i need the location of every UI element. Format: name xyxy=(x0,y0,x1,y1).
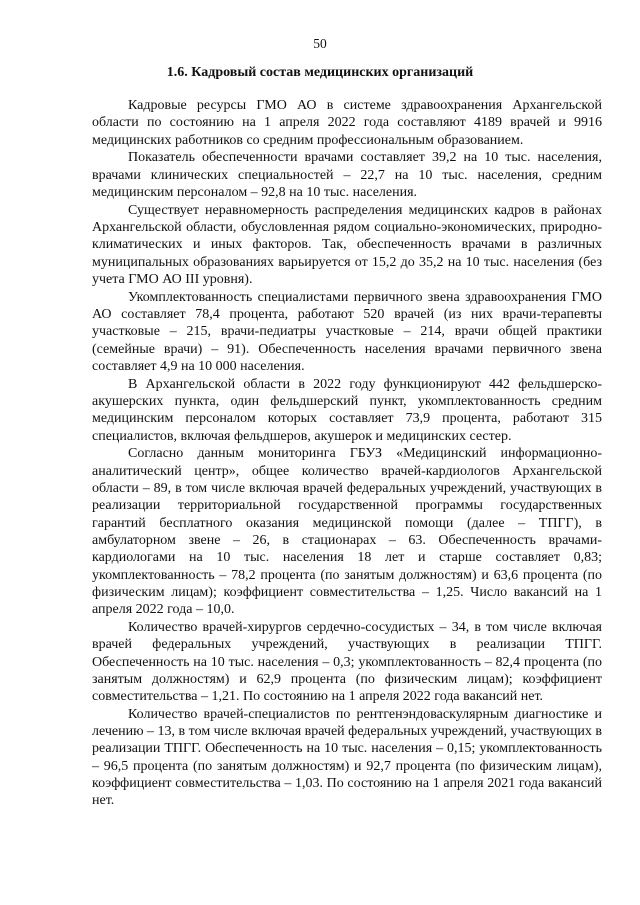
paragraph: Кадровые ресурсы ГМО АО в системе здравоохранения Архангельской области по состоянию на 1 апреля 2022 года составляют 4189 врачей и 9916 медицинских работников со средним профессиональным образованием. xyxy=(92,98,602,148)
body-text xyxy=(92,97,602,810)
paragraph: Количество врачей-хирургов сердечно-сосудистых – 34, в том числе включая врачей федеральных учреждений, участвующих в реализации ТПГГ. Обеспеченность на 10 тыс. населения – 0,3; укомплектованность – 82,4 процента (по занятым должностям) и 62,9 процента (по физическим лицам); коэффициент совместительства – 1,21. По состоянию на 1 апреля 2022 года вакансий нет. xyxy=(92,619,602,705)
paragraph: Согласно данным мониторинга ГБУЗ «Медицинский информационно-аналитический центр», общее количество врачей-кардиологов Архангельской области – 89, в том числе включая врачей федеральных учреждений, участвующих в реализации территориальной государственной программы государственных гарантий бесплатного оказания медицинской помощи (далее – ТПГГ), в амбулаторном звене – 26, в стационарах – 63. Обеспеченность врачами-кардиологами на 10 тыс. населения 18 лет и старше составляет 0,83; укомплектованность – 78,2 процента (по занятым должностям) и 63,6 процента (по физическим лицам); коэффициент совместительства – 1,25. Число вакансий на 1 апреля 2022 года – 10,0. xyxy=(92,446,602,618)
page-number: 50 xyxy=(313,36,327,51)
section-heading: 1.6. Кадровый состав медицинских организаций xyxy=(166,65,474,80)
paragraph: Количество врачей-специалистов по рентгенэндоваскулярным диагностике и лечению – 13, в том числе включая врачей федеральных учреждений, участвующих в реализации ТПГГ. Обеспеченность на 10 тыс. населения – 0,15; укомплектованность – 96,5 процента (по занятым должностям) и 92,7 процента (по физическим лицам), коэффициент совместительства – 1,03. По состоянию на 1 апреля 2021 года вакансий нет. xyxy=(92,706,603,809)
paragraph: Существует неравномерность распределения медицинских кадров в районах Архангельской области, обусловленная рядом социально-экономических, природно-климатических и иных факторов. Так, обеспеченность врачами в различных муниципальных образованиях варьируется от 15,2 до 35,2 на 10 тыс. населения (без учета ГМО АО III уровня). xyxy=(92,202,602,287)
paragraph: В Архангельской области в 2022 году функционируют 442 фельдшерско-акушерских пункта, один фельдшерский пункт, укомплектованность средним медицинским персоналом которых составляет 73,9 процента, работают 315 специалистов, включая фельдшеров, акушерок и медицинских сестер. xyxy=(92,376,602,444)
paragraph: Показатель обеспеченности врачами составляет 39,2 на 10 тыс. населения, врачами клинических специальностей – 22,7 на 10 тыс. населения, средним медицинским персоналом – 92,8 на 10 тыс. населения. xyxy=(92,150,602,200)
paragraph: Укомплектованность специалистами первичного звена здравоохранения ГМО АО составляет 78,4 процента, работают 520 врачей (из них врачи-терапевты участковые – 215, врачи-педиатры участковые – 214, врачи общей практики (семейные врачи) – 91). Обеспеченность населения врачами первичного звена составляет 4,9 на 10 000 населения. xyxy=(92,289,602,374)
